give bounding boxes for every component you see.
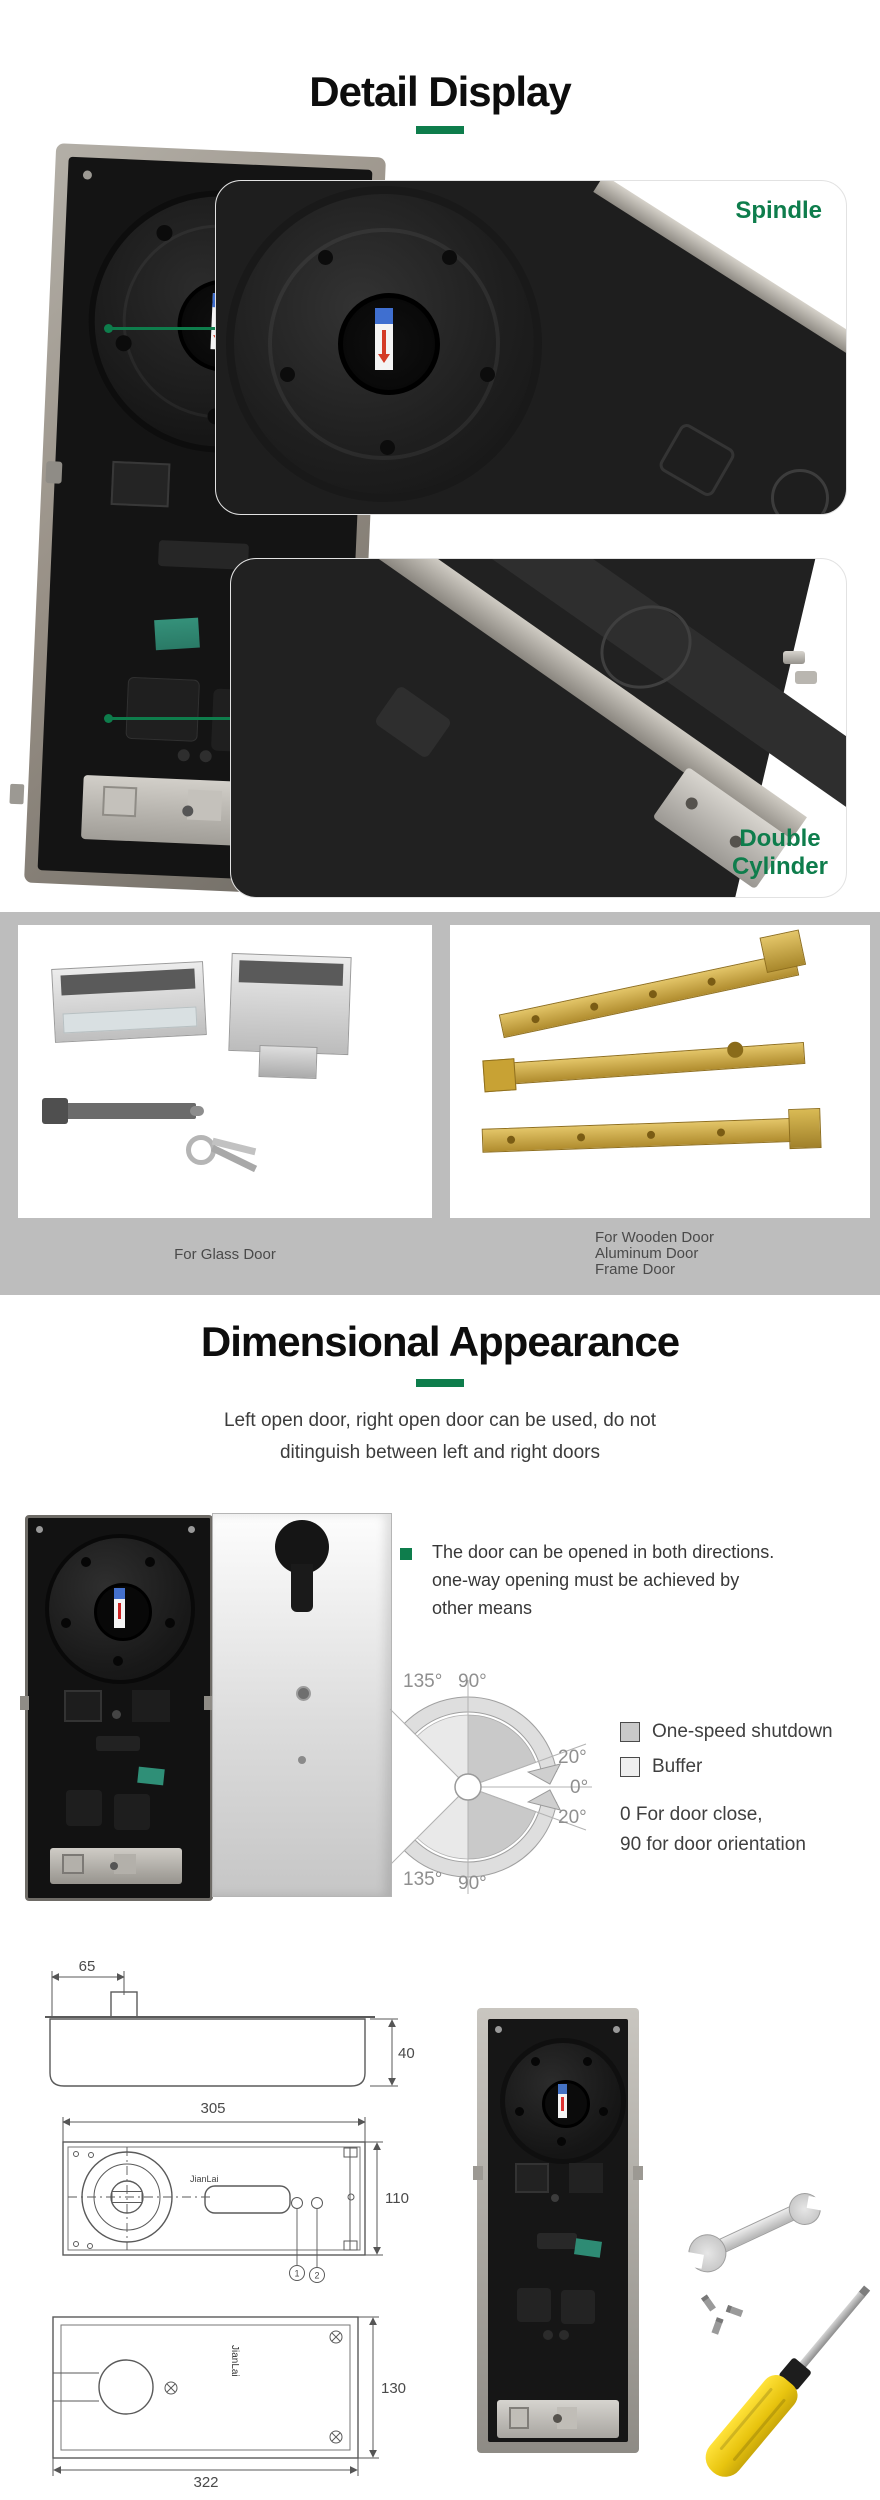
front-plate-bolts [113, 1656, 123, 1666]
dimensional-underline [416, 1379, 464, 1387]
top-clamp-tabs [515, 2163, 549, 2193]
fitting-1-glass [63, 1006, 198, 1033]
pivot-bar-pin [190, 1106, 204, 1116]
angle-90-top-label: 90° [458, 1671, 487, 1692]
top-photo-plate [500, 2038, 626, 2164]
patch-fitting-2 [228, 953, 351, 1055]
wrench [675, 2164, 836, 2296]
front-sticker-red [118, 1603, 121, 1619]
cylinder-callout-dot-left [104, 714, 113, 723]
front-sticker-blue [114, 1588, 125, 1599]
cover-screw [298, 1756, 306, 1764]
top-latch-screw [553, 2414, 562, 2423]
double-cylinder-line1: Double [739, 825, 821, 852]
note-text-line1: The door can be opened in both directions. [432, 1542, 775, 1562]
screwdriver-shaft [799, 2292, 866, 2369]
corner-screw-2 [89, 2153, 94, 2158]
callout-1-text: 1 [294, 2268, 300, 2279]
front-stamp-panels [66, 1790, 102, 1826]
latch-screw [182, 805, 193, 816]
latch-blocks [102, 786, 137, 817]
gold-bar-2 [488, 1042, 806, 1086]
note-bullet [400, 1548, 412, 1560]
drawing-cover-view [53, 2317, 379, 2476]
dimensional-title: Dimensional Appearance [200, 1318, 680, 1365]
callout-2-text: 2 [314, 2270, 320, 2281]
diagram-note-line2: 90 for door orientation [620, 1834, 806, 1855]
screw-mark-3 [330, 2431, 342, 2443]
angle-0-label: 0° [570, 1777, 589, 1798]
dim-65-text: 65 [78, 1958, 96, 1975]
front-sticker [114, 1588, 125, 1628]
sticker-zoom-red [382, 330, 386, 356]
top-valve-screws [543, 2330, 553, 2340]
dim-322-text: 322 [193, 2474, 219, 2491]
keys [186, 1125, 246, 1185]
bar-1-pivot-block [760, 929, 807, 973]
bar-3-holes [507, 1136, 515, 1144]
diagram-note-line1: 0 For door close, [620, 1804, 763, 1825]
top-center-screw [551, 2194, 559, 2202]
top-green-sticker [574, 2238, 602, 2257]
top-photo-sticker [558, 2084, 567, 2118]
detail-display-title: Detail Display [309, 68, 571, 115]
top-corner-screws [495, 2026, 502, 2033]
metal-pins [783, 651, 805, 664]
wrench-head-right [784, 2188, 827, 2231]
floor-spring-top-photo [477, 2008, 639, 2453]
corner-screw-4 [88, 2244, 93, 2249]
latch-side-pins [9, 784, 24, 805]
screwdriver [698, 2275, 880, 2485]
screw-mark-2 [330, 2331, 342, 2343]
angle-135-bottom-label: 135° [403, 1869, 443, 1890]
lower-half-group [404, 1787, 560, 1877]
screw-1 [701, 2294, 716, 2311]
plate-zoom-bolts [380, 440, 395, 455]
top-photo-bolts [557, 2137, 566, 2146]
front-latch [50, 1848, 182, 1884]
front-clamp-tabs [64, 1690, 102, 1722]
pivot-bar [46, 1103, 196, 1119]
sticker-zoom-blue [375, 308, 393, 324]
subtitle-line2: ditinguish between left and right doors [279, 1442, 601, 1463]
sticker-zoom-tip [378, 354, 390, 363]
cover-circle [99, 2360, 153, 2414]
bar-2-plate [482, 1058, 516, 1092]
wooden-door-photo [450, 925, 870, 1218]
angle-20-upper-label: 20° [558, 1747, 587, 1768]
brand-stamp-cover: JianLai [229, 2345, 240, 2377]
cover-spindle-stem [291, 1564, 313, 1612]
screwdriver-handle [698, 2369, 803, 2484]
subtitle-line1: Left open door, right open door can be used, do not [223, 1410, 657, 1431]
double-cylinder-line2: Cylinder [731, 853, 828, 880]
wooden-caption-line2: Aluminum Door [595, 1245, 699, 1262]
corner-screw-3 [74, 2242, 79, 2247]
gold-bar-1 [499, 952, 799, 1038]
side-bolts [45, 461, 62, 484]
note-text-line3: other means [432, 1598, 533, 1618]
spindle-detail-panel [215, 180, 847, 515]
dim-40-text: 40 [398, 2045, 415, 2062]
cylinder-detail-panel [230, 558, 847, 898]
front-side-pins [20, 1696, 29, 1710]
wooden-caption-line3: Frame Door [595, 1261, 676, 1278]
top-latch [497, 2400, 619, 2438]
fitting-2-pivot [258, 1045, 317, 1079]
screw-2 [726, 2305, 743, 2317]
cover-center-hole [296, 1686, 311, 1701]
cylinder-callout-line [108, 717, 244, 720]
valve-hole-2 [312, 2198, 323, 2209]
cover-plate-photo [212, 1513, 392, 1897]
patch-fitting-1 [51, 961, 207, 1043]
dim-305-text: 305 [200, 2100, 226, 2117]
cover-inner-rect [61, 2325, 350, 2450]
front-center-screw [112, 1710, 121, 1719]
front-latch-blocks [62, 1854, 84, 1874]
accessories-band [0, 912, 880, 1295]
green-qc-sticker [154, 618, 200, 651]
wrench-jaw-left [682, 2251, 704, 2268]
valve-slot [205, 2186, 290, 2213]
front-spring-plate [45, 1534, 195, 1684]
note-text [432, 1538, 877, 1622]
dim-110-text: 110 [385, 2190, 409, 2207]
fitting-2-clamp [239, 960, 344, 986]
pivot-bar-plate [42, 1098, 68, 1124]
screw-mark-1 [165, 2382, 177, 2394]
angle-20-lower-label: 20° [558, 1807, 587, 1828]
gold-bar-3 [482, 1117, 815, 1153]
front-green-sticker [137, 1767, 165, 1786]
front-corner-screws [36, 1526, 43, 1533]
double-cylinder-label [732, 825, 828, 881]
wooden-door-caption [595, 1230, 714, 1278]
latch-zoom-screws [683, 795, 700, 812]
spindle-label: Spindle [735, 197, 822, 224]
drawing-side-view [45, 1971, 398, 2086]
title-underline [416, 126, 464, 134]
top-side-pins [473, 2166, 483, 2180]
bar-3-bracket [788, 1108, 821, 1149]
bar-2-knob [727, 1041, 744, 1058]
hinge-screw [348, 2194, 354, 2200]
drawing-top-view [63, 2117, 383, 2283]
floor-spring-front-photo [25, 1515, 213, 1901]
dimension-texts [79, 1958, 415, 2491]
note-text-line2: one-way opening must be achieved by [432, 1570, 740, 1590]
valve-hole-1 [292, 2198, 303, 2209]
handle-ridges [719, 2387, 773, 2450]
top-stamp-panels [517, 2288, 551, 2322]
angle-90-bottom-label: 90° [458, 1873, 487, 1894]
spindle-callout-dot-left [104, 324, 113, 333]
clamp-tabs [111, 461, 171, 507]
wrench-jaw-right [807, 2196, 827, 2211]
front-latch-screw [110, 1862, 118, 1870]
legend-swatch-buffer [620, 1757, 640, 1777]
diagram-center-hub [455, 1774, 481, 1800]
legend-one-speed-label: One-speed shutdown [652, 1721, 833, 1742]
legend-buffer-label: Buffer [652, 1756, 703, 1777]
fitting-1-clamp [61, 969, 196, 996]
spindle-callout-line [108, 327, 230, 330]
glass-door-caption: For Glass Door [174, 1246, 276, 1263]
brand-stamp-topview: JianLai [190, 2174, 219, 2184]
spindle-tab [111, 1992, 137, 2017]
spindle-plate-zoom [226, 186, 542, 502]
stamped-panels [125, 677, 200, 742]
front-brand-stamp [96, 1736, 140, 1751]
top-latch-blocks [509, 2407, 529, 2429]
legend-swatch-one-speed [620, 1722, 640, 1742]
angle-135-top-label: 135° [403, 1671, 443, 1692]
cement-box [50, 2019, 365, 2086]
corner-screw-1 [74, 2152, 79, 2157]
screw-3 [711, 2317, 723, 2334]
sticker-zoom [375, 308, 393, 370]
top-sticker-red [561, 2097, 564, 2111]
dimension-drawings [20, 1945, 420, 2500]
top-sticker-blue [558, 2084, 567, 2094]
wooden-caption-line1: For Wooden Door [595, 1229, 714, 1246]
dim-130-text: 130 [381, 2380, 407, 2397]
top-brand-stamp [537, 2233, 577, 2249]
glass-door-photo [18, 925, 432, 1218]
bar-1-holes [531, 1014, 540, 1023]
